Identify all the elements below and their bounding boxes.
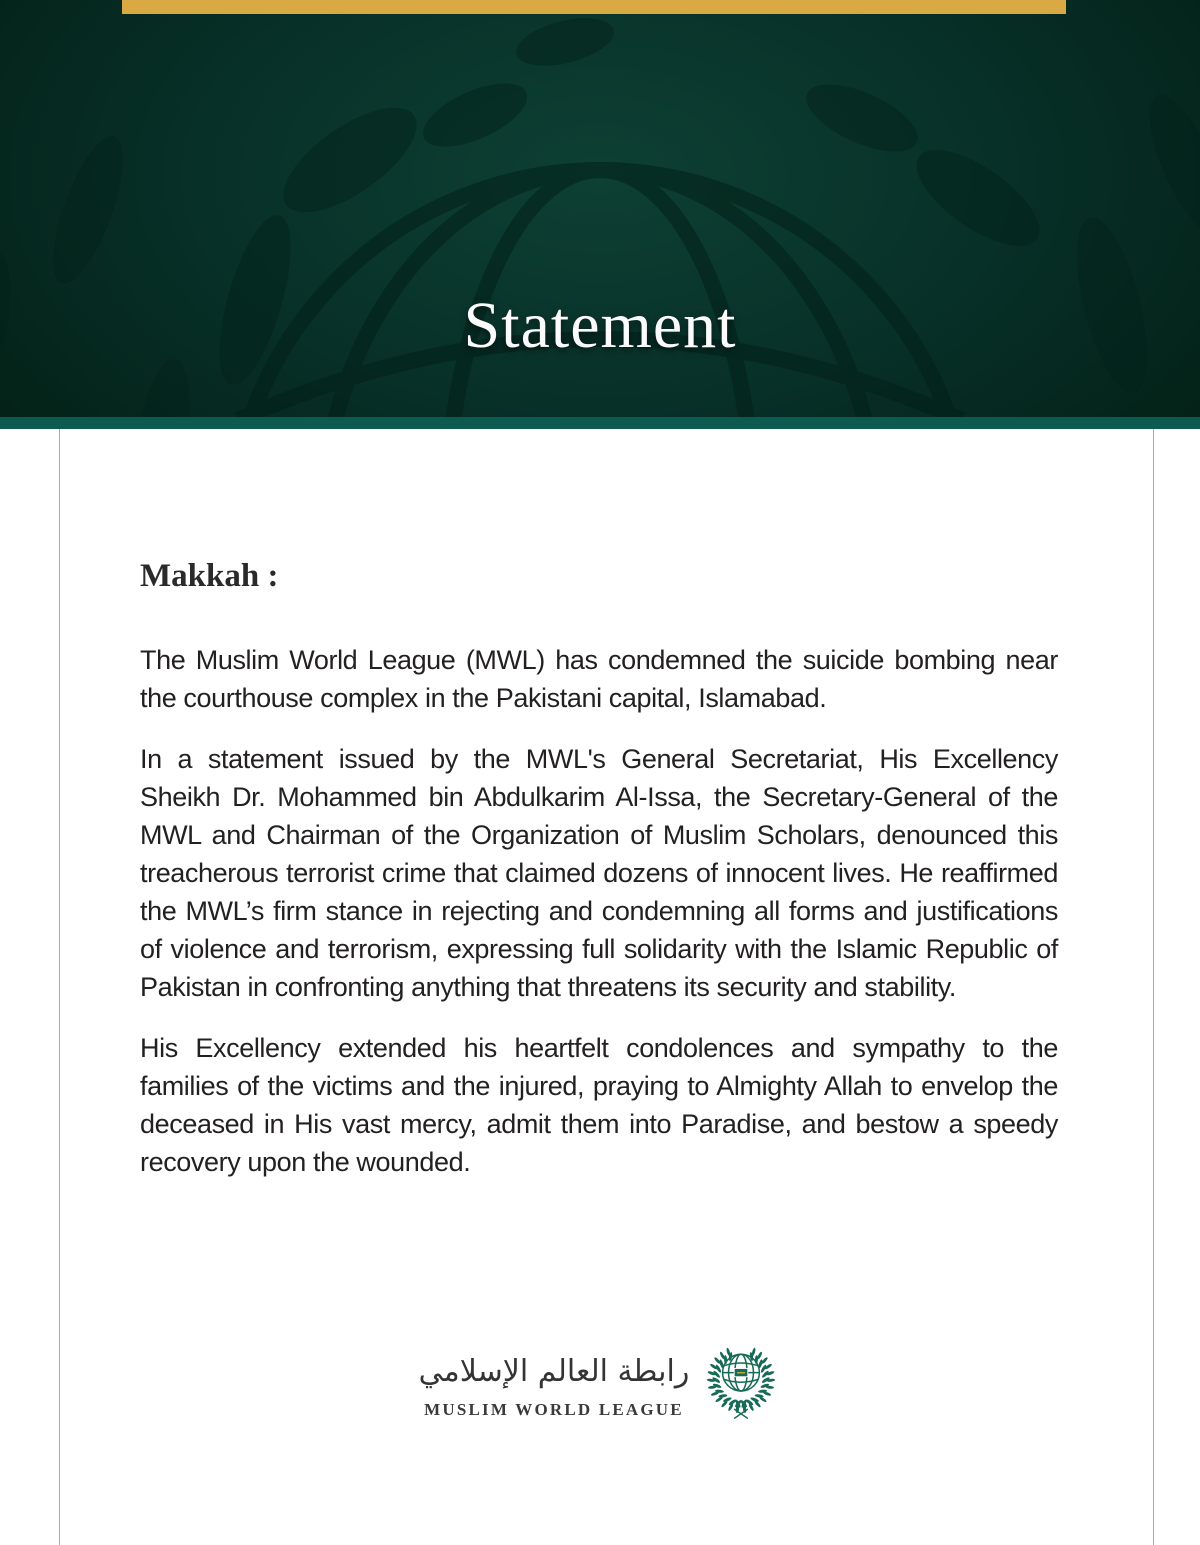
paragraph-2: In a statement issued by the MWL's General Secretariat, His Excellency Sheikh Dr. Mohammed bin Abdulkarim Al-Issa, the Secretary-General of the MWL and Chairman of the Organization of Muslim Scholars, denounced this treacherous terrorist crime that claimed dozens of innocent lives. He reaffirmed the MWL’s firm stance in rejecting and condemning all forms and justifications of violence and terrorism, expressing full solidarity with the Islamic Republic of Pakistan in confronting anything that threatens its security and stability. bbox=[140, 744, 1058, 1002]
mwl-english-name: MUSLIM WORLD LEAGUE bbox=[424, 1399, 684, 1419]
paragraph-3: His Excellency extended his heartfelt condolences and sympathy to the families of the victims and the injured, praying to Almighty Allah to envelop the deceased in His vast mercy, admit them into Paradise, and bestow a speedy recovery upon the wounded. bbox=[140, 1033, 1058, 1177]
statement-article bbox=[140, 558, 1058, 1204]
header-banner bbox=[0, 0, 1200, 417]
mwl-arabic-name: رابطة العالم الإسلامي bbox=[418, 1353, 690, 1389]
teal-divider-band bbox=[0, 417, 1200, 429]
wreath-globe-icon bbox=[701, 1340, 781, 1426]
mwl-logo bbox=[0, 1340, 1200, 1426]
mwl-logo-text bbox=[419, 1347, 690, 1420]
banner-title: Statement bbox=[463, 289, 737, 362]
paragraph-1: The Muslim World League (MWL) has condemned the suicide bombing near the courthouse complex in the Pakistani capital, Islamabad. bbox=[140, 645, 1058, 713]
gold-accent-bar bbox=[122, 0, 1066, 14]
location-heading: Makkah : bbox=[140, 558, 279, 594]
